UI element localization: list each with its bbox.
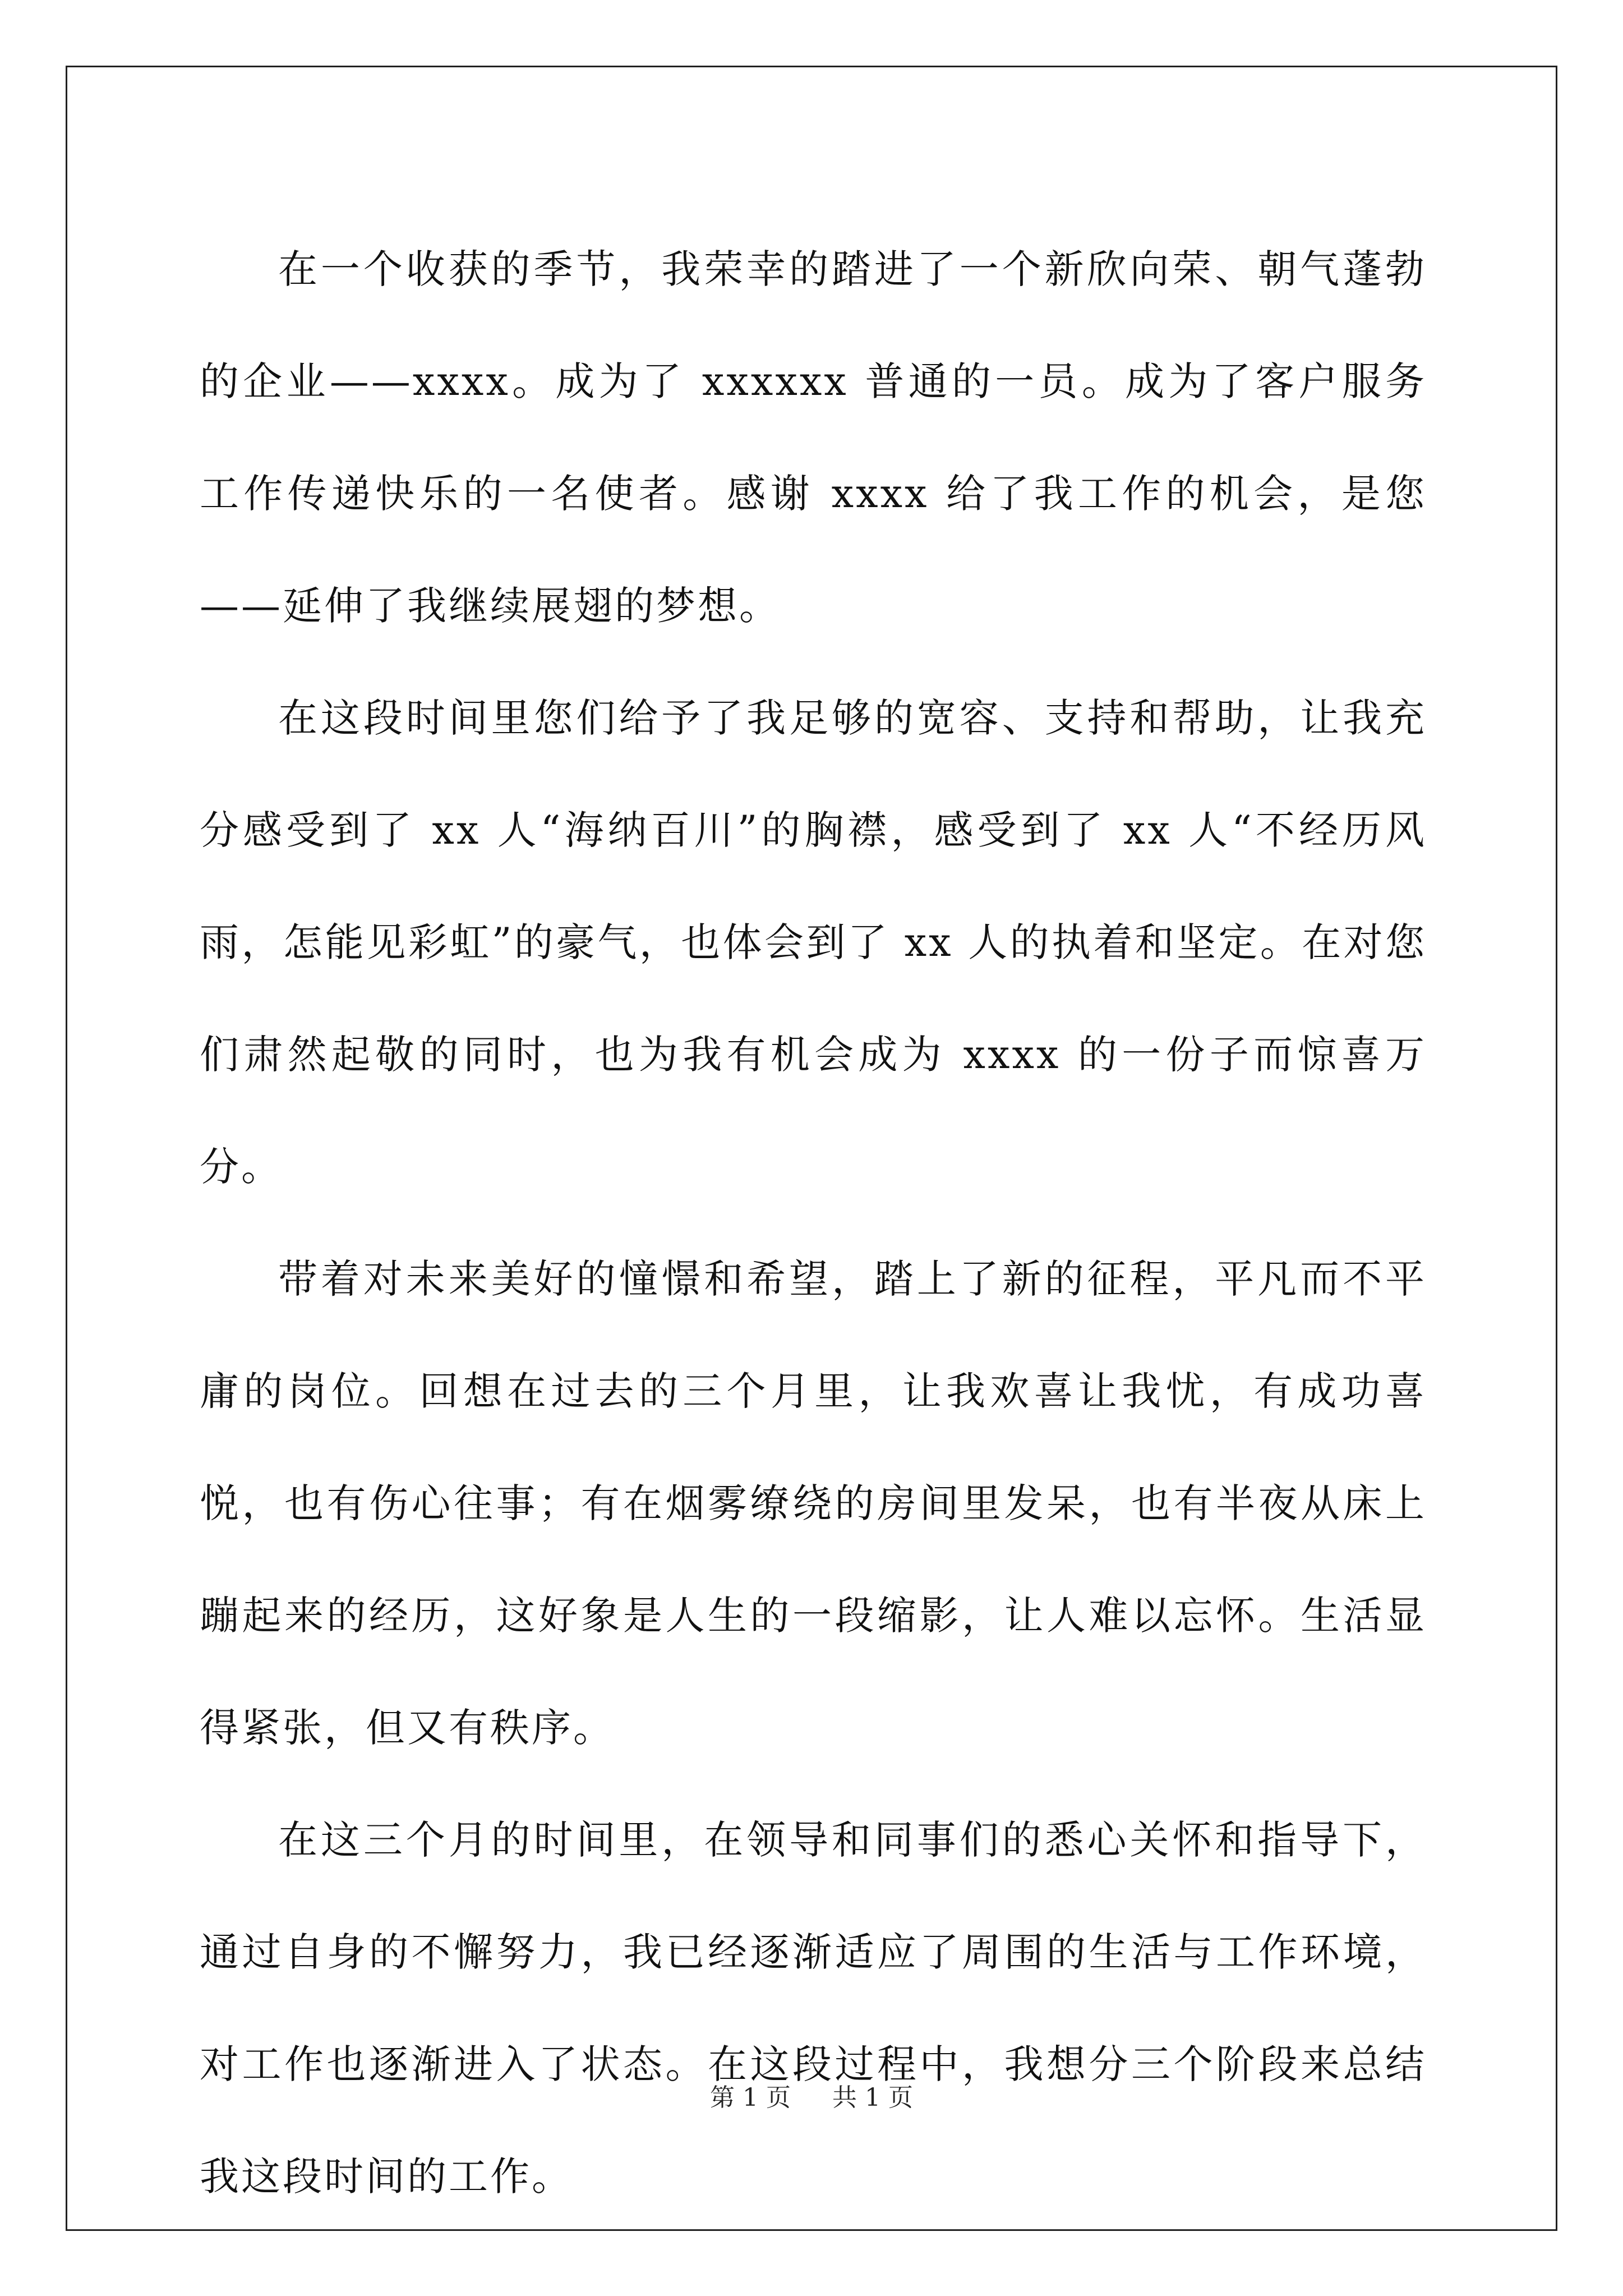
page-number: 第 1 页 <box>710 2083 791 2112</box>
paragraph-1: 在一个收获的季节，我荣幸的踏进了一个新欣向荣、朝气蓬勃的企业——xxxx。成为了 xxxxxx 普通的一员。成为了客户服务工作传递快乐的一名使者。感谢 xxxx 给了我工作的机会，是您——延伸了我继续展翅的梦想。 <box>200 246 1427 629</box>
paragraph-2: 在这段时间里您们给予了我足够的宽容、支持和帮助，让我充分感受到了 xx 人“海纳百川”的胸襟，感受到了 xx 人“不经历风雨，怎能见彩虹”的豪气，也体会到了 xx 人的执着和坚定。在对您们肃然起敬的同时，也为我有机会成为 xxxx 的一份子而惊喜万分。 <box>200 695 1427 1190</box>
page-footer <box>0 2081 1623 2115</box>
paragraph-4: 在这三个月的时间里，在领导和同事们的悉心关怀和指导下，通过自身的不懈努力，我已经逐渐适应了周围的生活与工作环境，对工作也逐渐进入了状态。在这段过程中，我想分三个阶段来总结我这段时间的工作。 <box>200 1817 1427 2200</box>
page-total: 共 1 页 <box>832 2083 913 2112</box>
document-body <box>200 213 1427 2233</box>
paragraph-3: 带着对未来美好的憧憬和希望，踏上了新的征程，平凡而不平庸的岗位。回想在过去的三个月里，让我欢喜让我忧，有成功喜悦，也有伤心往事；有在烟雾缭绕的房间里发呆，也有半夜从床上蹦起来的经历，这好象是人生的一段缩影，让人难以忘怀。生活显得紧张，但又有秩序。 <box>200 1256 1427 1751</box>
